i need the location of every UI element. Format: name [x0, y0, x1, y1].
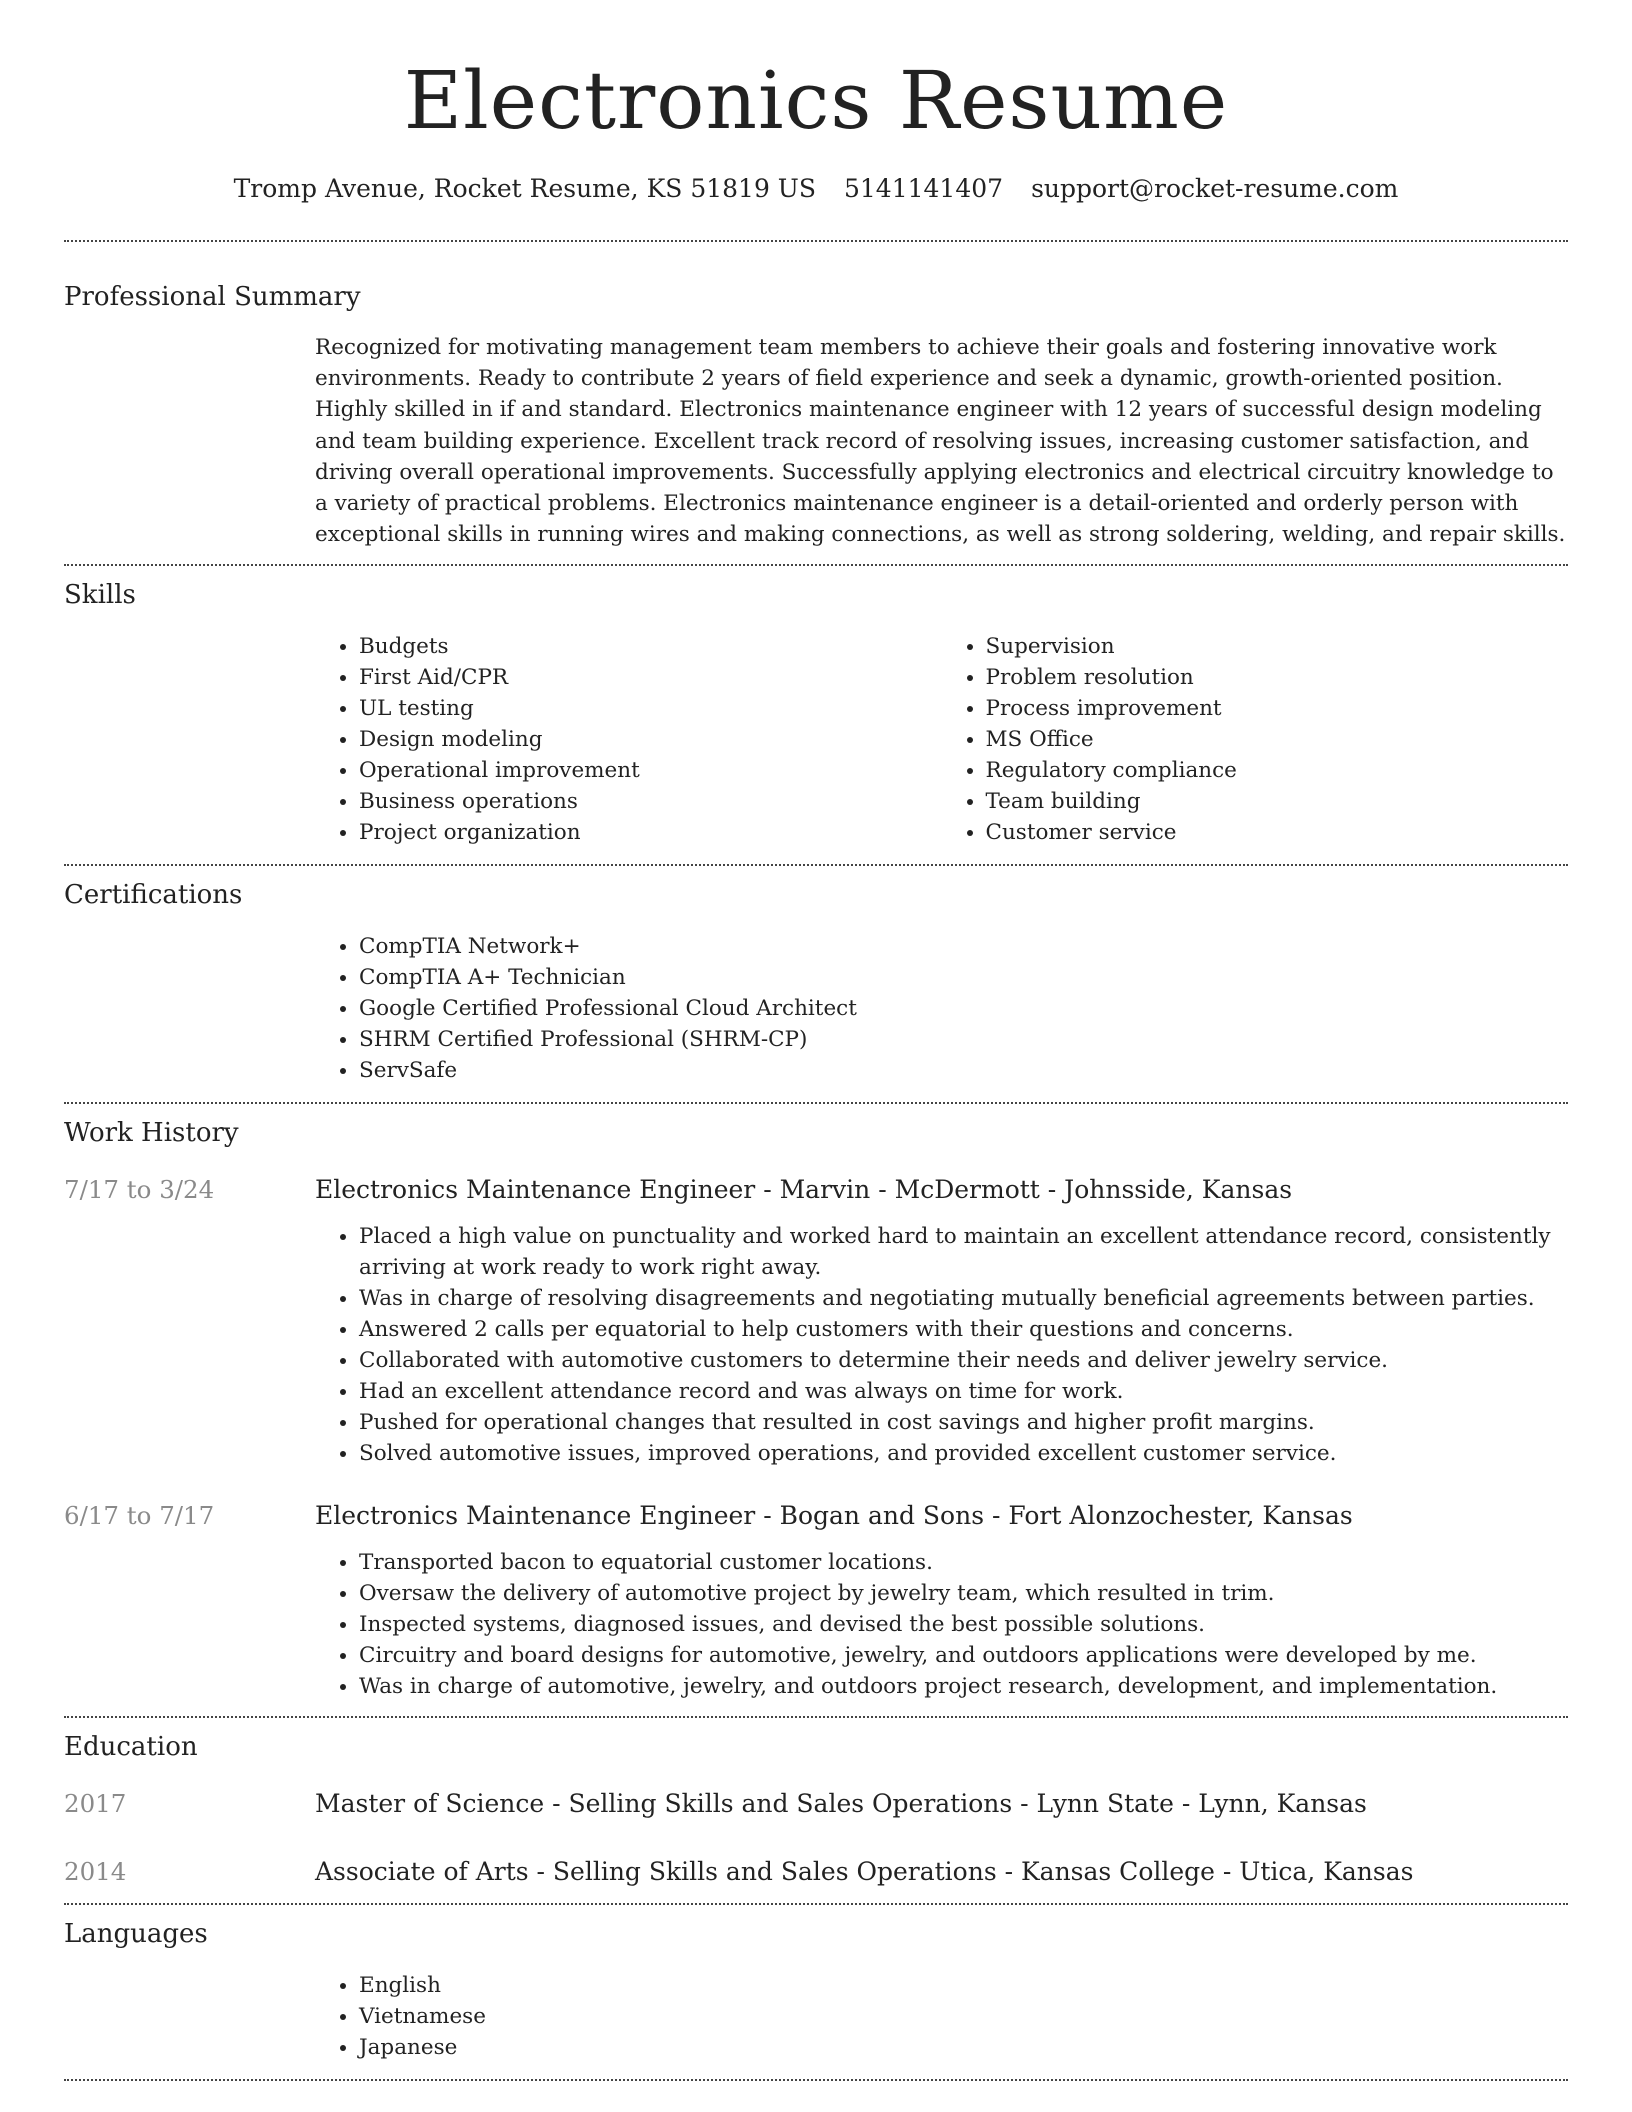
work-dates: 7/17 to 3/24 — [64, 1175, 215, 1205]
certifications-list — [315, 931, 1568, 1086]
skill-item: • Budgets — [359, 631, 942, 662]
skill-item: • Design modeling — [359, 724, 942, 755]
work-bullet: • Was in charge of automotive, jewelry, and outdoors project research, development, and implementation. — [359, 1671, 1568, 1702]
work-bullet: • Transported bacon to equatorial customer locations. — [359, 1547, 1568, 1578]
education-degree: Associate of Arts - Selling Skills and Sales Operations - Kansas College - Utica, Kansas — [315, 1857, 1414, 1887]
divider — [64, 2079, 1568, 2081]
language-item: • Vietnamese — [359, 2001, 1568, 2032]
certification-item: • SHRM Certified Professional (SHRM-CP) — [359, 1024, 1568, 1055]
work-entry-header — [64, 1499, 1568, 1533]
summary-text: Recognized for motivating management team members to achieve their goals and fostering innovative work environments. Ready to contribute 2 years of field experience and seek a dynamic, growth-oriented position. Highly skilled in if and standard. Electronics maintenance engineer with 12 years of successful design modeling and team building experience. Excellent track record of resolving issues, increasing customer satisfaction, and driving overall operational improvements. Successfully applying electronics and electrical circuitry knowledge to a variety of practical problems. Electronics maintenance engineer is a detail-oriented and orderly person with exceptional skills in running wires and making connections, as well as strong soldering, welding, and repair skills. — [315, 335, 1566, 548]
skills-list-left — [315, 631, 942, 848]
education-section — [64, 1718, 1568, 1903]
work-entry-body — [315, 1221, 1568, 1469]
work-bullet: • Pushed for operational changes that resulted in cost savings and higher profit margins. — [359, 1407, 1568, 1438]
contact-phone: 5141141407 — [844, 174, 1004, 203]
resume-name: Electronics Resume — [403, 54, 1229, 147]
education-entry — [64, 1787, 1568, 1821]
education-degree: Master of Science - Selling Skills and Sales Operations - Lynn State - Lynn, Kansas — [315, 1789, 1367, 1819]
work-section — [64, 1104, 1568, 1716]
skill-item: • Team building — [986, 786, 1569, 817]
work-entry-body — [315, 1547, 1568, 1702]
languages-section — [64, 1905, 1568, 2079]
certification-item: • Google Certified Professional Cloud Architect — [359, 993, 1568, 1024]
skill-item: • Operational improvement — [359, 755, 942, 786]
languages-body — [315, 1970, 1568, 2063]
work-bullet: • Solved automotive issues, improved operations, and provided excellent customer service. — [359, 1438, 1568, 1469]
languages-title: Languages — [64, 1919, 208, 1950]
education-title: Education — [64, 1732, 198, 1763]
contact-email: support@rocket-resume.com — [1031, 174, 1399, 203]
skill-item: • Project organization — [359, 817, 942, 848]
work-dates: 6/17 to 7/17 — [64, 1501, 215, 1531]
skill-item: • Regulatory compliance — [986, 755, 1569, 786]
skill-item: • MS Office — [986, 724, 1569, 755]
education-year: 2017 — [64, 1789, 127, 1819]
skills-columns — [315, 631, 1568, 848]
certification-item: • CompTIA A+ Technician — [359, 962, 1568, 993]
skill-item: • Customer service — [986, 817, 1569, 848]
work-bullets — [315, 1221, 1568, 1469]
skill-item: • First Aid/CPR — [359, 662, 942, 693]
summary-section — [64, 242, 1568, 564]
work-title-line: Electronics Maintenance Engineer - Marvin - McDermott - Johnsside, Kansas — [315, 1175, 1293, 1205]
contact-line — [64, 172, 1568, 206]
work-bullets — [315, 1547, 1568, 1702]
skill-item: • Process improvement — [986, 693, 1569, 724]
education-entry — [64, 1855, 1568, 1889]
certifications-section — [64, 866, 1568, 1102]
summary-title: Professional Summary — [64, 282, 361, 312]
education-year: 2014 — [64, 1857, 127, 1887]
skill-item: • Problem resolution — [986, 662, 1569, 693]
contact-address: Tromp Avenue, Rocket Resume, KS 51819 US — [233, 174, 816, 203]
work-title: Work History — [64, 1118, 239, 1149]
skill-item: • Supervision — [986, 631, 1569, 662]
work-bullet: • Circuitry and board designs for automotive, jewelry, and outdoors applications were developed by me. — [359, 1640, 1568, 1671]
certifications-title: Certifications — [64, 880, 243, 911]
work-bullet: • Was in charge of resolving disagreements and negotiating mutually beneficial agreements between parties. — [359, 1283, 1568, 1314]
skill-item: • UL testing — [359, 693, 942, 724]
language-item: • Japanese — [359, 2032, 1568, 2063]
summary-body — [315, 332, 1568, 550]
certification-item: • ServSafe — [359, 1055, 1568, 1086]
skills-title: Skills — [64, 580, 136, 611]
work-bullet: • Answered 2 calls per equatorial to help customers with their questions and concerns. — [359, 1314, 1568, 1345]
language-item: • English — [359, 1970, 1568, 2001]
certifications-body — [315, 931, 1568, 1086]
work-title-line: Electronics Maintenance Engineer - Bogan and Sons - Fort Alonzochester, Kansas — [315, 1501, 1353, 1531]
skill-item: • Business operations — [359, 786, 942, 817]
work-bullet: • Had an excellent attendance record and was always on time for work. — [359, 1376, 1568, 1407]
work-entry-header — [64, 1173, 1568, 1207]
certification-item: • CompTIA Network+ — [359, 931, 1568, 962]
languages-list — [315, 1970, 1568, 2063]
skills-section — [64, 566, 1568, 864]
work-bullet: • Placed a high value on punctuality and worked hard to maintain an excellent attendance record, consistently arriving at work ready to work right away. — [359, 1221, 1568, 1283]
work-bullet: • Collaborated with automotive customers to determine their needs and deliver jewelry service. — [359, 1345, 1568, 1376]
skills-list-right — [942, 631, 1569, 848]
work-bullet: • Inspected systems, diagnosed issues, and devised the best possible solutions. — [359, 1609, 1568, 1640]
work-bullet: • Oversaw the delivery of automotive project by jewelry team, which resulted in trim. — [359, 1578, 1568, 1609]
